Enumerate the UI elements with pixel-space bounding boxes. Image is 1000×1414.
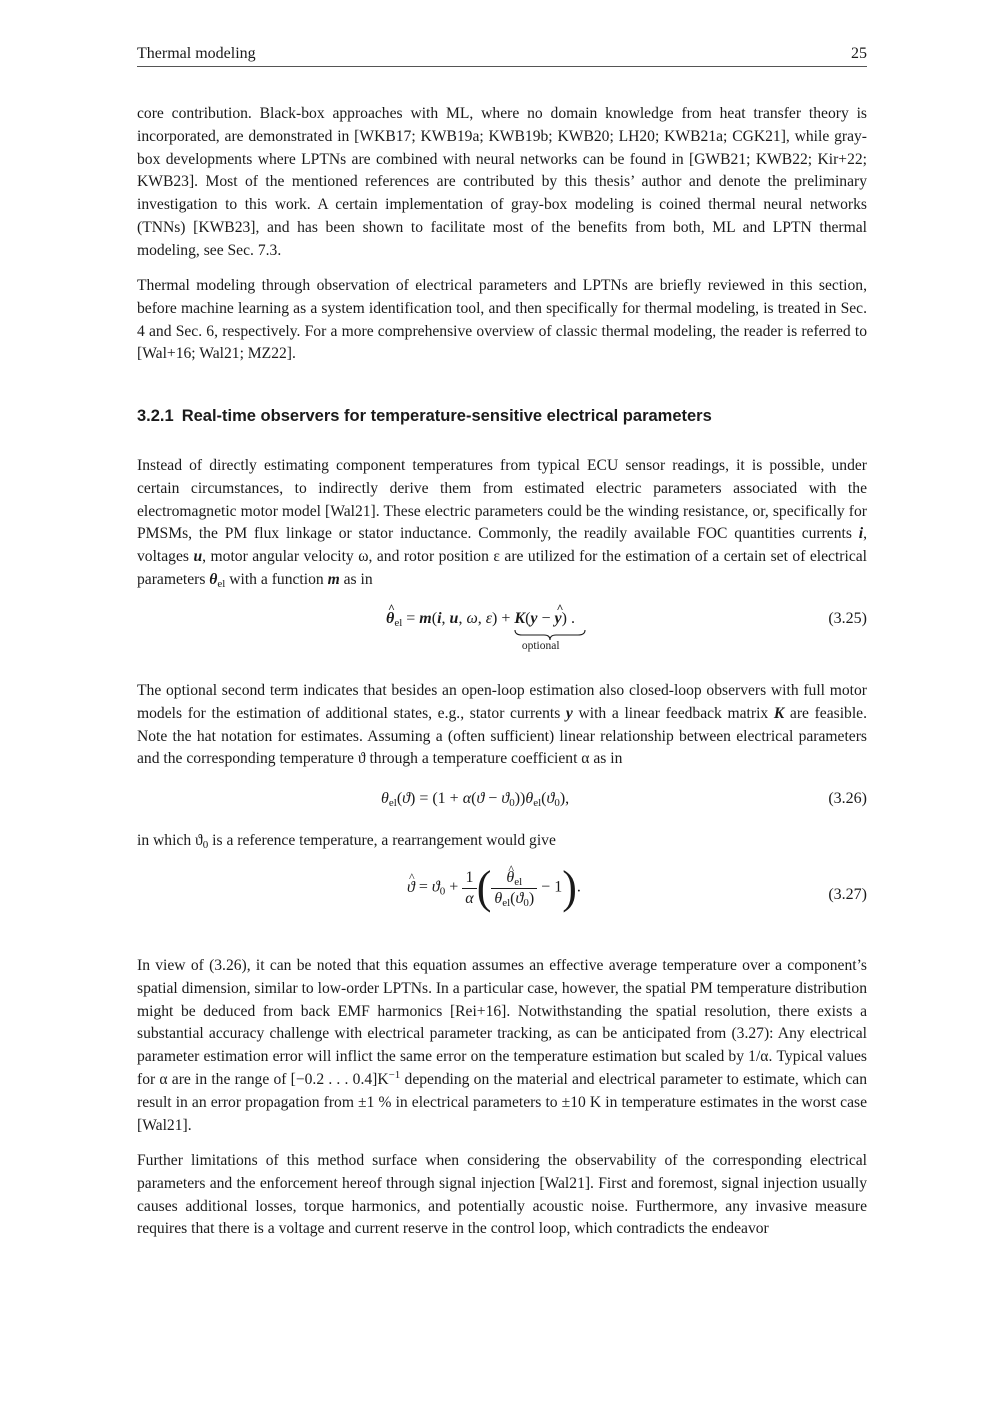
equation-3-27 xyxy=(137,861,867,928)
equation-number-3-27: (3.27) xyxy=(828,886,867,903)
section-title: Real-time observers for temperature-sensitive electrical parameters xyxy=(181,407,712,425)
paragraph-optional-term: The optional second term indicates that besides an open-loop estimation also closed-loop observers with full motor models for the estimation of additional states, e.g., stator currents y with a linear feedback matrix K are feasible. Note the hat notation for estimates. Assuming a (often sufficient) linear relationship between electrical parameters and the corresponding temperature ϑ through a temperature coefficient α as in xyxy=(137,682,868,768)
equation-3-25-body: ^ $\theta_{el} = m(i$, u, ω, ε) + K(y − ^ y) optional . xyxy=(386,610,575,628)
running-header xyxy=(137,44,867,67)
equation-3-25 xyxy=(137,610,867,666)
equation-number-3-25: (3.25) xyxy=(828,610,867,627)
section-number: 3.2.1 xyxy=(137,407,174,425)
section-heading xyxy=(137,407,712,426)
paragraph-overview: Thermal modeling through observation of electrical parameters and LPTNs are briefly reviewed in this section, before machine learning as a system identification tool, and then specifically for thermal modeling, is treated in Sec. 4 and Sec. 6, respectively. For a more comprehensive overview of classic thermal modeling, the reader is referred to [Wal+16; Wal21; MZ22]. xyxy=(137,277,867,363)
paragraph-observers: Instead of directly estimating component temperatures from typical ECU sensor readings, it is possible, under certain circumstances, to indirectly derive them from estimated electric parameters associated with the electromagnetic motor model [Wal21]. These electric parameters could be the winding resistance, or, specifically for PMSMs, the PM flux linkage or stator inductance. Commonly, the readily available FOC quantities currents i, voltages u, motor angular velocity ω, and rotor position ε are utilized for the estimation of a certain set of electrical parameters $\theta_{el}$ with a function m as in xyxy=(137,457,867,590)
equation-number-3-26: (3.26) xyxy=(828,790,867,807)
equation-3-26 xyxy=(137,790,867,814)
paragraph-intro: core contribution. Black-box approaches with ML, where no domain knowledge from heat transfer theory is incorporated, are demonstrated in [WKB17; KWB19a; KWB19b; KWB20; LH20; KWB21a; CGK21], while gray-box developments where LPTNs are combined with neural networks can be found in [GWB21; KWB22; Kir+22; KWB23]. Most of the mentioned references are contributed by this thesis’ author and denote the preliminary investigation to this work. A certain implementation of gray-box modeling is coined thermal neural networks (TNNs) [KWB23], and has been shown to facilitate most of the benefits from both, ML and LPTN thermal modeling, see Sec. 7.3. xyxy=(137,105,867,259)
page-number: 25 xyxy=(851,45,867,62)
paragraph-accuracy: In view of (3.26), it can be noted that this equation assumes an effective average temperature over a component’s spatial dimension, similar to low-order LPTNs. In a particular case, however, the spatial PM temperature distribution might be deduced from back EMF harmonics [Rei+16]. Notwithstanding the spatial resolution, there exists a substantial accuracy challenge with electrical parameter tracking, as can be anticipated from (3.27): Any electrical parameter estimation error will inflict the same error on the temperature estimation but scaled by 1/α. Typical values for α are in the range of [−0.2 . . . $0.4]K^{-1}$ depending on the material and electrical parameter to estimate, which can result in an error propagation from ±1 % in electrical parameters to ±10 K in temperature estimates in the worst case [Wal21]. xyxy=(137,957,867,1134)
equation-3-26-body: $\theta_{el}(ϑ) = (1 + \alpha(ϑ - ϑ_0))\theta_{el}(ϑ_0)$, xyxy=(381,790,570,809)
header-title: Thermal modeling xyxy=(137,45,256,62)
equation-3-27-body: ^ $ϑ = ϑ_0$ + $\frac{1}{\alpha}$ ( ^ $\frac{\theta_{el}}{\theta_{el}(ϑ_0)}$ − 1). xyxy=(407,866,581,910)
paragraph-reference-temp: in which $ϑ_0$ is a reference temperature, a rearrangement would give xyxy=(137,832,556,851)
optional-label: optional xyxy=(521,640,560,652)
paragraph-limitations: Further limitations of this method surface when considering the observability of the corresponding electrical parameters and the enforcement hereof through signal injection [Wal21]. First and foremost, signal injection usually causes additional losses, torque harmonics, and potentially acoustic noise. Furthermore, any invasive measure requires that there is a voltage and current reserve in the control loop, which contradicts the endeavor xyxy=(137,1152,867,1238)
